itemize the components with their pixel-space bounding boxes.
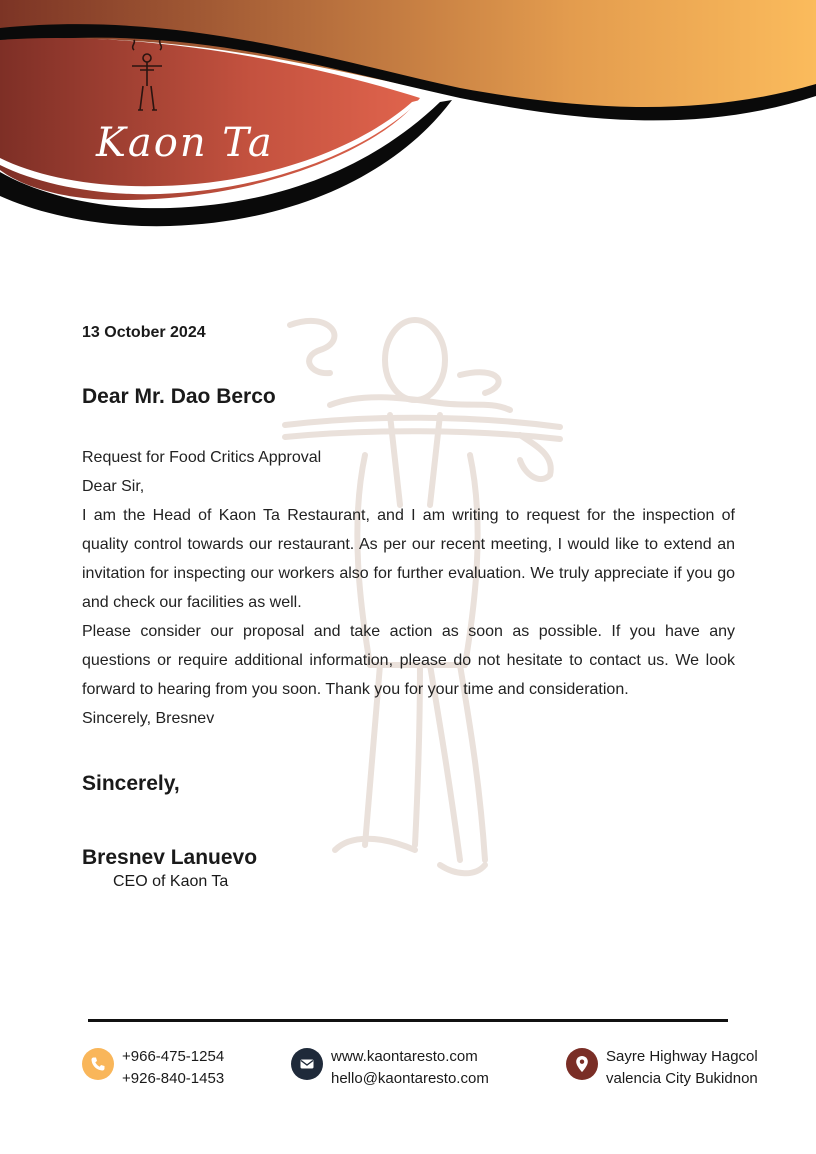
letter-greeting: Dear Sir, <box>82 478 145 495</box>
footer-divider <box>88 1019 728 1022</box>
location-pin-icon <box>566 1048 598 1080</box>
contact-address <box>566 1046 758 1090</box>
letter-subject: Request for Food Critics Approval <box>82 449 322 466</box>
signer-name: Bresnev Lanuevo <box>82 846 258 869</box>
letter-paragraph-1: I am the Head of Kaon Ta Restaurant, and I am writing to request for the inspection of quality control towards our restaurant. As per our recent meeting, I would like to extend an invitation for inspecting our workers also for further evaluation. We truly appreciate if you go and check our facilities as well. <box>82 507 735 611</box>
letter-closing: Sincerely, <box>82 772 180 795</box>
letter-body <box>82 443 735 733</box>
address-line-1: Sayre Highway Hagcol <box>606 1048 758 1065</box>
letter-date: 13 October 2024 <box>82 324 206 341</box>
phone-number-2[interactable]: +926-840-1453 <box>122 1070 225 1087</box>
phone-icon <box>82 1048 114 1080</box>
signer-title: CEO of Kaon Ta <box>113 873 229 890</box>
recipient-salutation: Dear Mr. Dao Berco <box>82 385 276 408</box>
phone-number-1[interactable]: +966-475-1254 <box>122 1048 225 1065</box>
letter-paragraph-2: Please consider our proposal and take action as soon as possible. If you have any questions or require additional information, please do not hesitate to contact us. We look forward to hearing from you soon. Thank you for your time and consideration. <box>82 623 735 698</box>
letter-signoff-line: Sincerely, Bresnev <box>82 710 215 727</box>
mail-icon <box>291 1048 323 1080</box>
website-link[interactable]: www.kaontaresto.com <box>331 1048 478 1065</box>
address-line-2: valencia City Bukidnon <box>606 1070 758 1087</box>
contact-phone <box>82 1046 224 1090</box>
brand-logo-text: Kaon Ta <box>96 120 274 166</box>
contact-web <box>291 1046 489 1090</box>
email-link[interactable]: hello@kaontaresto.com <box>331 1070 489 1087</box>
